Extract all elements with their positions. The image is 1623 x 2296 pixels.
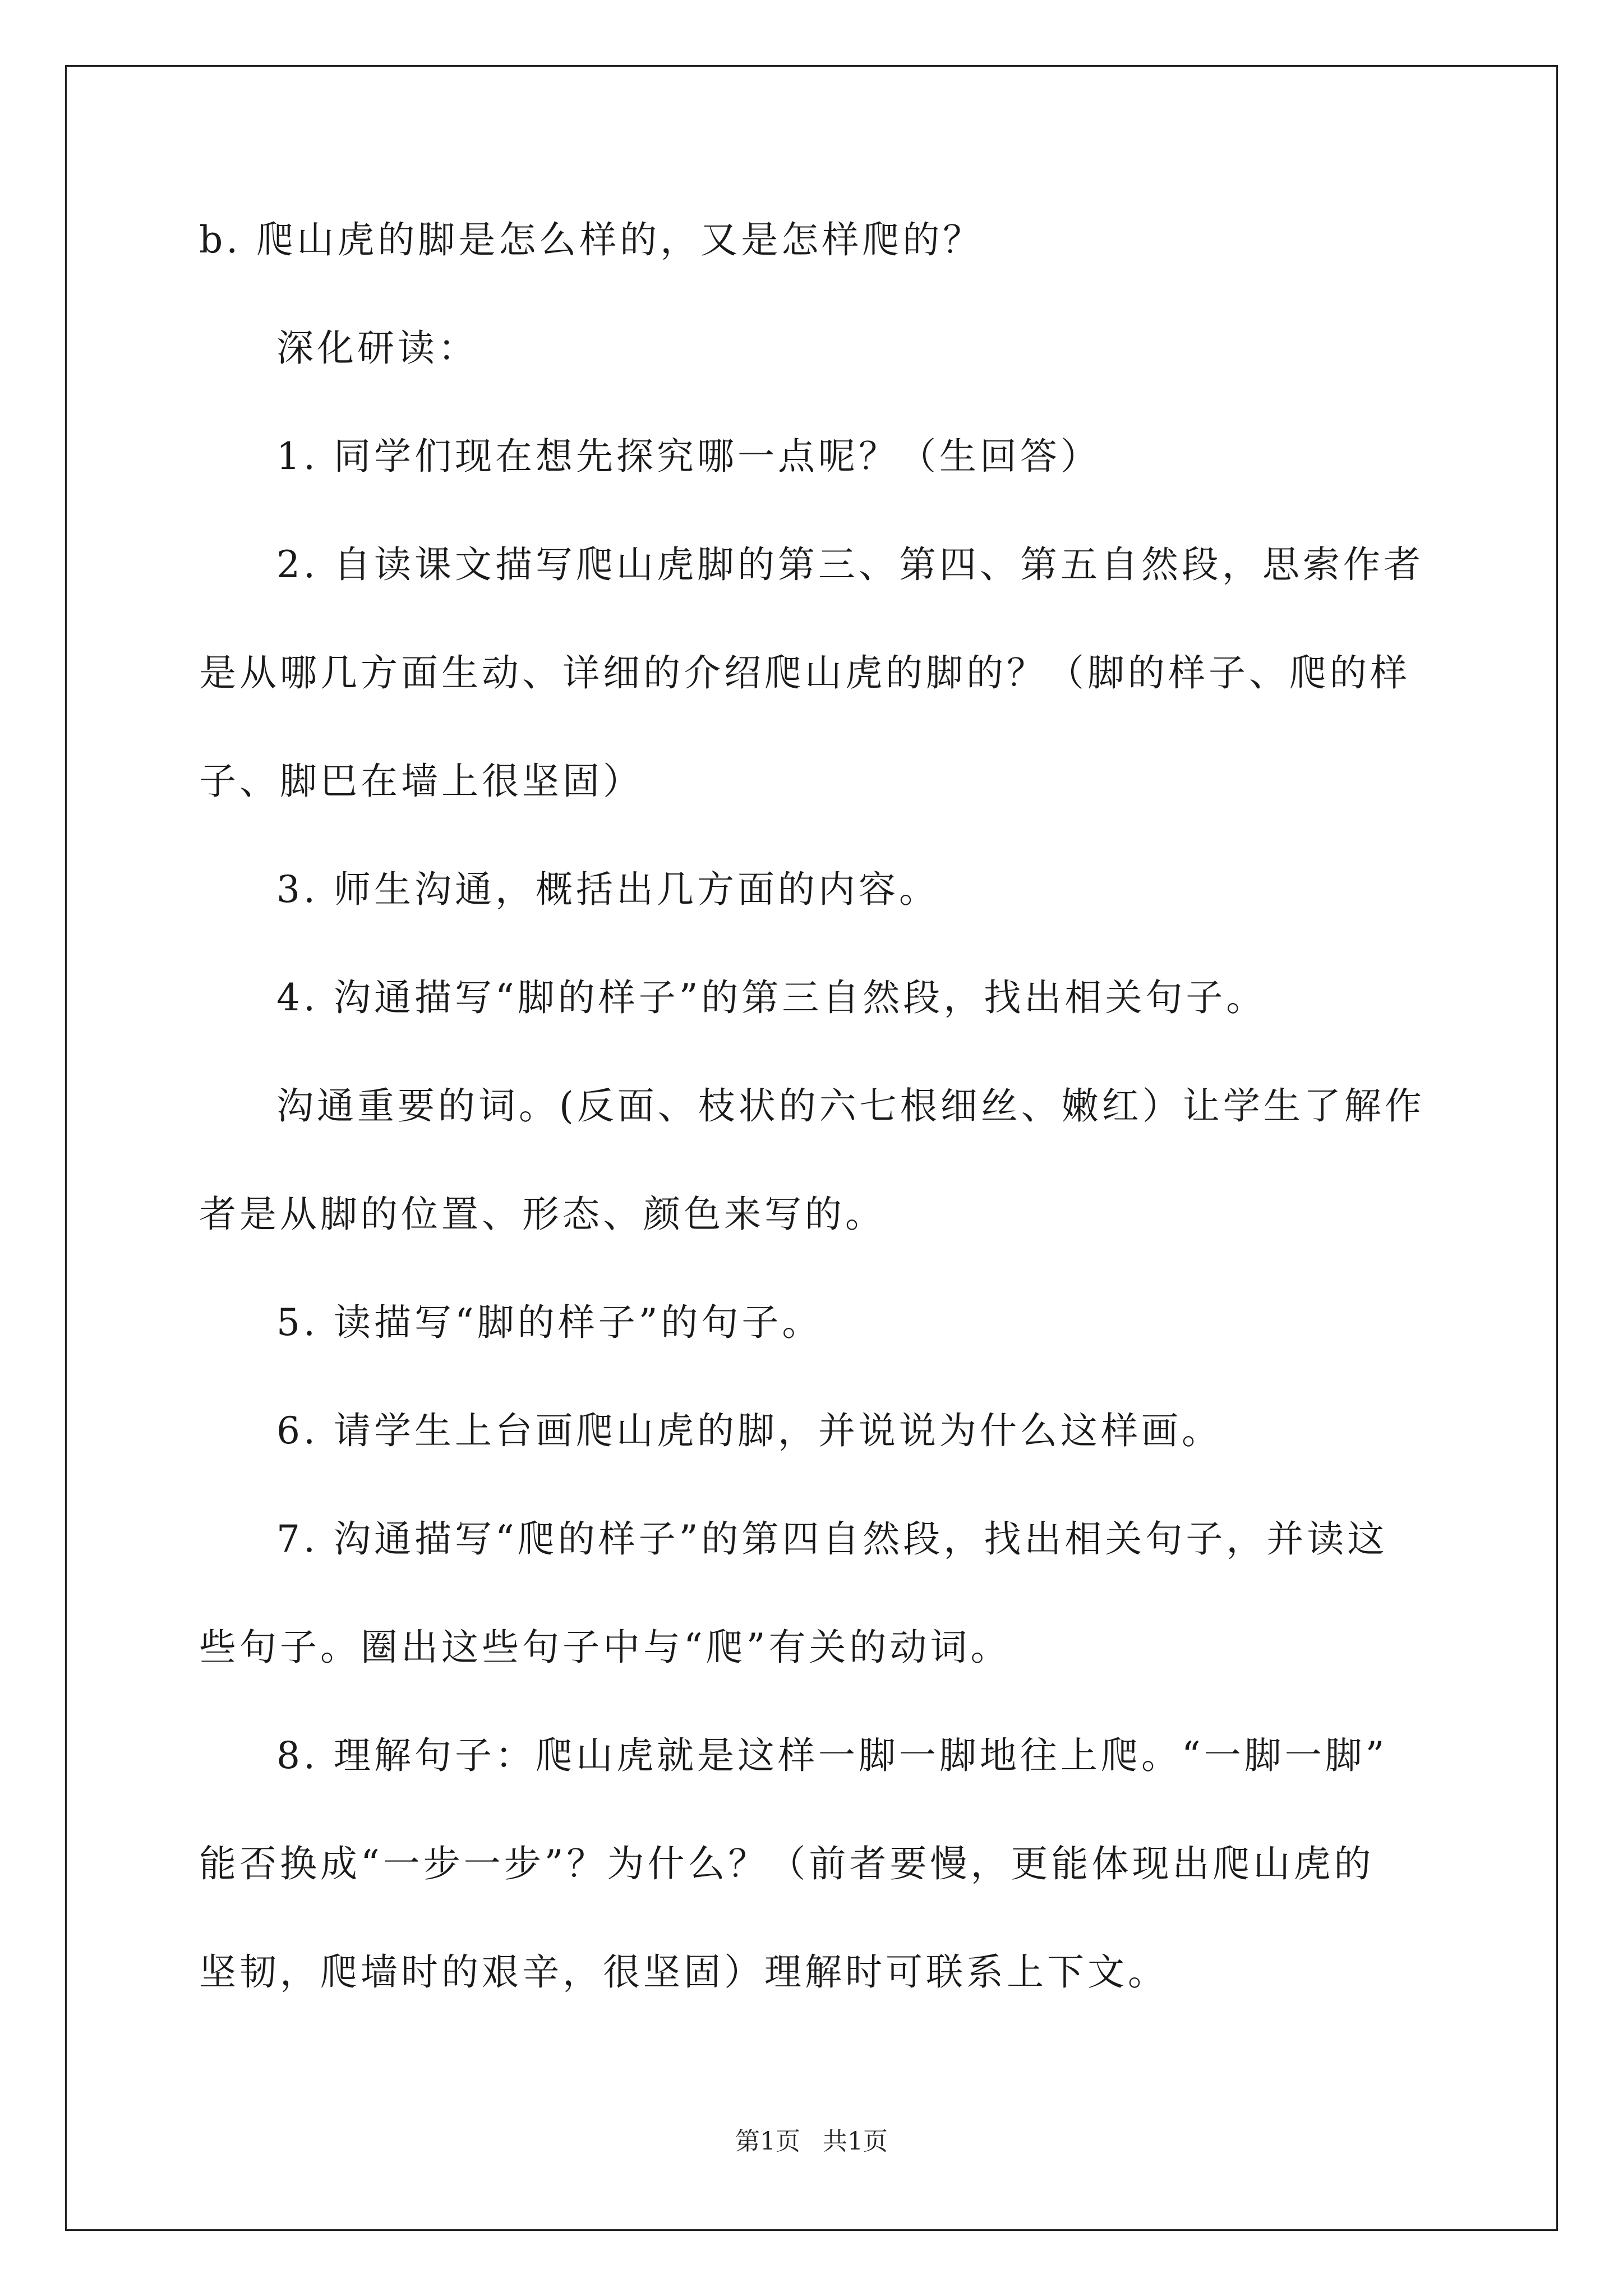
page-total: 共1页 xyxy=(823,2127,888,2156)
paragraph-line: 1. 同学们现在想先探究哪一点呢？（生回答） xyxy=(276,435,1101,478)
paragraph-line: 4. 沟通描写“脚的样子”的第三自然段，找出相关句子。 xyxy=(276,976,1267,1019)
paragraph-line: 8. 理解句子：爬山虎就是这样一脚一脚地往上爬。“一脚一脚” xyxy=(276,1734,1388,1777)
paragraph-line: 能否换成“一步一步”？为什么？（前者要慢，更能体现出爬山虎的 xyxy=(199,1842,1375,1885)
section-heading: 深化研读： xyxy=(276,326,478,370)
paragraph-line: 沟通重要的词。(反面、枝状的六七根细丝、嫩红）让学生了解作 xyxy=(276,1084,1425,1128)
paragraph-line: 5. 读描写“脚的样子”的句子。 xyxy=(276,1301,823,1344)
page-border xyxy=(65,65,1558,2231)
paragraph-line: 2. 自读课文描写爬山虎脚的第三、第四、第五自然段，思索作者 xyxy=(276,543,1424,586)
paragraph-line: 者是从脚的位置、形态、颜色来写的。 xyxy=(199,1193,886,1236)
paragraph-line: 是从哪几方面生动、详细的介绍爬山虎的脚的？（脚的样子、爬的样 xyxy=(199,651,1410,694)
paragraph-line: b. 爬山虎的脚是怎么样的，又是怎样爬的？ xyxy=(199,218,984,261)
page-footer xyxy=(0,2126,1623,2157)
paragraph-line: 坚韧，爬墙时的艰辛，很坚固）理解时可联系上下文。 xyxy=(199,1950,1168,1994)
paragraph-line: 些句子。圈出这些句子中与“爬”有关的动词。 xyxy=(199,1626,1011,1669)
paragraph-line: 6. 请学生上台画爬山虎的脚，并说说为什么这样画。 xyxy=(276,1409,1222,1452)
paragraph-line: 7. 沟通描写“爬的样子”的第四自然段，找出相关句子，并读这 xyxy=(276,1517,1388,1561)
paragraph-line: 3. 师生沟通，概括出几方面的内容。 xyxy=(276,868,939,911)
paragraph-line: 子、脚巴在墙上很坚固） xyxy=(199,760,643,803)
page-number: 第1页 xyxy=(735,2127,800,2156)
